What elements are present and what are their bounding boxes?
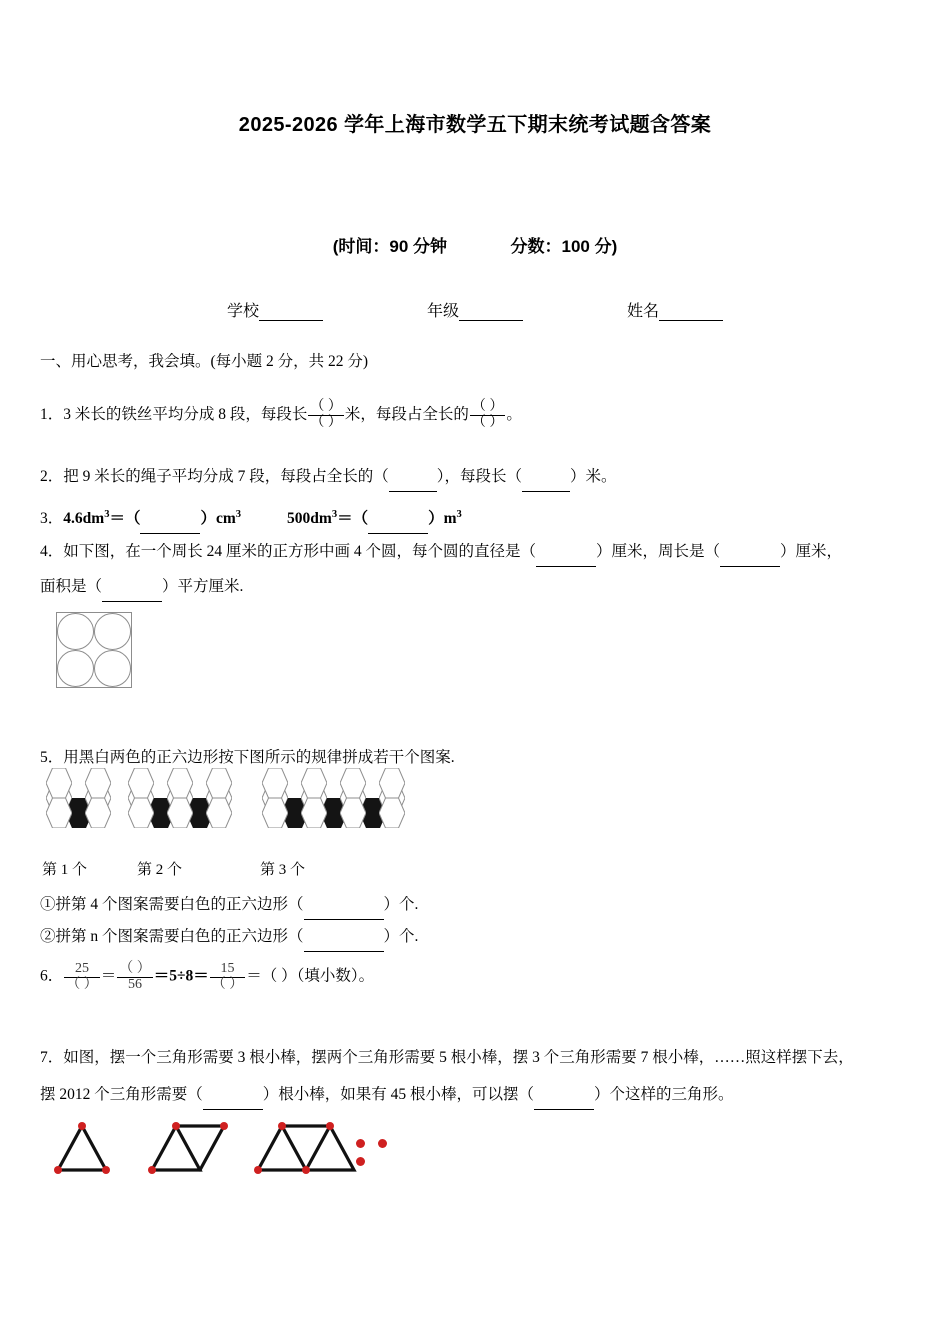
hexagon-white (85, 798, 111, 828)
fraction-denominator: （ ） (66, 976, 98, 992)
question-6-fraction-3 (210, 962, 246, 992)
question-3-expr1-unit-exponent: 3 (235, 509, 242, 520)
fraction-denominator: （ ） (310, 415, 342, 430)
question-4-text-e: ）平方厘米. (162, 578, 244, 595)
question-4-number: 4． (40, 543, 64, 560)
question-7-line-2 (40, 1080, 734, 1110)
question-2 (40, 462, 617, 492)
question-6 (40, 962, 374, 992)
exam-info (0, 232, 950, 257)
question-2-number: 2． (40, 468, 64, 485)
question-7-blank-1[interactable] (203, 1109, 263, 1110)
question-3-expr1-lhs: 4.6dm (63, 510, 105, 528)
section-one-heading: 一、用心思考，我会填。(每小题 2 分，共 22 分) (40, 353, 369, 370)
question-3 (40, 500, 462, 534)
hexagon-label-3: 第 3 个 (260, 862, 306, 878)
question-5-sub-1 (40, 890, 418, 920)
fraction-numerator: （ ） (471, 399, 504, 415)
fraction-numerator: 25 (75, 961, 90, 976)
hexagon-white (167, 768, 193, 798)
circle-bottom-right (94, 650, 131, 687)
dot-3 (356, 1157, 365, 1166)
grade-field-blank[interactable] (459, 320, 523, 321)
hexagon-figure-labels (42, 858, 305, 879)
question-7-number: 7． (40, 1049, 64, 1066)
question-1-fraction-1 (308, 400, 344, 430)
student-fields (0, 298, 950, 321)
fraction-numerator: （ ） (119, 961, 151, 976)
question-4-text-d: 面积是（ (40, 578, 103, 595)
square-with-four-circles-figure (56, 612, 132, 688)
hexagon-white (340, 768, 366, 798)
question-4-text-b: ）厘米，周长是（ (596, 543, 721, 560)
question-5-sub-2 (40, 922, 418, 952)
fraction-denominator: （ ） (211, 976, 244, 992)
hexagon-white (206, 768, 232, 798)
question-3-expr2-equals: ＝（ (337, 510, 369, 528)
name-field-label: 姓名 (627, 303, 660, 320)
hexagon-white (301, 768, 327, 798)
question-3-expr2-lhs: 500dm (287, 510, 332, 528)
question-7-text-b: ）根小棒，如果有 45 根小棒，可以摆（ (262, 1086, 535, 1103)
hexagon-white (128, 768, 154, 798)
question-6-equals-3: ＝（ ）（填小数）。 (246, 967, 375, 985)
question-1-text-c: 。 (506, 406, 522, 423)
question-7-line-1 (40, 1043, 854, 1073)
question-2-text-a: 把 9 米长的绳子平均分成 7 段，每段占全长的（ (63, 468, 389, 485)
triangle-group-1-vertices (54, 1122, 110, 1174)
hexagon-white (340, 798, 366, 828)
hexagon-white (262, 798, 288, 828)
question-3-blank-2[interactable] (368, 533, 428, 534)
school-field-blank[interactable] (259, 320, 323, 321)
circle-top-right (94, 613, 131, 650)
question-1-number: 1． (40, 406, 64, 423)
question-2-blank-2[interactable] (522, 491, 570, 492)
triangle-group-2 (152, 1126, 224, 1170)
hexagon-white (379, 768, 405, 798)
question-4-text-c: ）厘米， (780, 543, 843, 560)
hexagon-white (128, 798, 154, 828)
question-5-sub1-text-a: ①拼第 4 个图案需要白色的正六边形（ (40, 896, 304, 913)
name-field-blank[interactable] (659, 320, 723, 321)
triangle-group-1 (58, 1126, 106, 1170)
fraction-denominator: 56 (117, 977, 153, 993)
exam-time-label: (时间：90 分钟 (332, 237, 448, 256)
question-3-expr1-exponent: 3 (104, 509, 110, 520)
question-4-text-a: 如下图，在一个周长 24 厘米的正方形中画 4 个圆，每个圆的直径是（ (63, 543, 537, 560)
question-4-blank-2[interactable] (720, 566, 780, 567)
question-4-blank-1[interactable] (536, 566, 596, 567)
question-7-text-c: ）个这样的三角形。 (594, 1086, 734, 1103)
hexagon-white (167, 798, 193, 828)
hexagon-white (262, 768, 288, 798)
question-5-sub2-text-b: ）个. (383, 928, 419, 945)
fraction-numerator: （ ） (310, 399, 342, 415)
hexagon-white (206, 798, 232, 828)
question-3-expr2-exponent: 3 (331, 509, 338, 520)
question-3-expr1-unit: ）cm (200, 510, 236, 528)
question-5-sub1-blank[interactable] (304, 919, 384, 920)
question-7-text-line1: 如图，摆一个三角形需要 3 根小棒，摆两个三角形需要 5 根小棒，摆 3 个三角形需要 7 根小棒，……照这样摆下去， (63, 1049, 854, 1066)
question-1-text-a: 3 米长的铁丝平均分成 8 段，每段长 (63, 406, 308, 423)
question-3-number: 3． (40, 510, 64, 528)
circle-top-left (57, 613, 94, 650)
dot-1 (356, 1139, 365, 1148)
question-4-line-1 (40, 537, 842, 567)
fraction-denominator: （ ） (471, 415, 504, 430)
question-5-number: 5． (40, 749, 64, 766)
hexagon-white (379, 798, 405, 828)
question-6-equals-2: ＝5÷8＝ (153, 967, 209, 985)
question-1 (40, 400, 522, 431)
hexagon-white (301, 798, 327, 828)
question-4-blank-3[interactable] (102, 601, 162, 602)
question-5-sub1-text-b: ）个. (383, 896, 419, 913)
question-7-blank-2[interactable] (534, 1109, 594, 1110)
question-3-blank-1[interactable] (140, 533, 200, 534)
hexagon-white (46, 768, 72, 798)
question-6-number: 6． (40, 967, 64, 985)
question-6-fraction-2 (117, 962, 153, 992)
question-1-text-b: 米，每段占全长的 (344, 406, 469, 423)
triangle-group-3 (258, 1126, 354, 1170)
question-6-fraction-1 (64, 962, 100, 992)
dot-2 (378, 1139, 387, 1148)
question-5-sub2-text-a: ②拼第 n 个图案需要白色的正六边形（ (40, 928, 304, 945)
question-2-blank-1[interactable] (389, 491, 437, 492)
question-2-text-b: ），每段长（ (436, 468, 523, 485)
ellipsis-dots (356, 1135, 416, 1171)
exam-score-label: 分数：100 分) (510, 237, 618, 256)
question-5-text: 用黑白两色的正六边形按下图所示的规律拼成若干个图案. (63, 749, 455, 766)
question-3-expr2-unit: ）m (428, 510, 457, 528)
fraction-numerator: 15 (220, 961, 235, 976)
question-7-text-a: 摆 2012 个三角形需要（ (40, 1086, 203, 1103)
hexagon-white (85, 768, 111, 798)
question-5-sub2-blank[interactable] (304, 951, 384, 952)
page-title: 2025-2026 学年上海市数学五下期末统考试题含答案 (238, 114, 712, 136)
question-3-expr1-equals: ＝（ (109, 510, 141, 528)
hexagon-label-2: 第 2 个 (137, 862, 183, 878)
circle-bottom-left (57, 650, 94, 687)
question-2-text-c: ）米。 (570, 468, 617, 485)
grade-field-label: 年级 (426, 303, 459, 320)
question-4-line-2 (40, 572, 243, 602)
question-6-equals-1: ＝ (100, 967, 117, 985)
question-3-expr2-unit-exponent: 3 (456, 509, 462, 520)
hexagon-white (46, 798, 72, 828)
question-1-fraction-2 (470, 400, 506, 430)
school-field-label: 学校 (226, 303, 259, 320)
hexagon-label-1: 第 1 个 (42, 862, 88, 878)
